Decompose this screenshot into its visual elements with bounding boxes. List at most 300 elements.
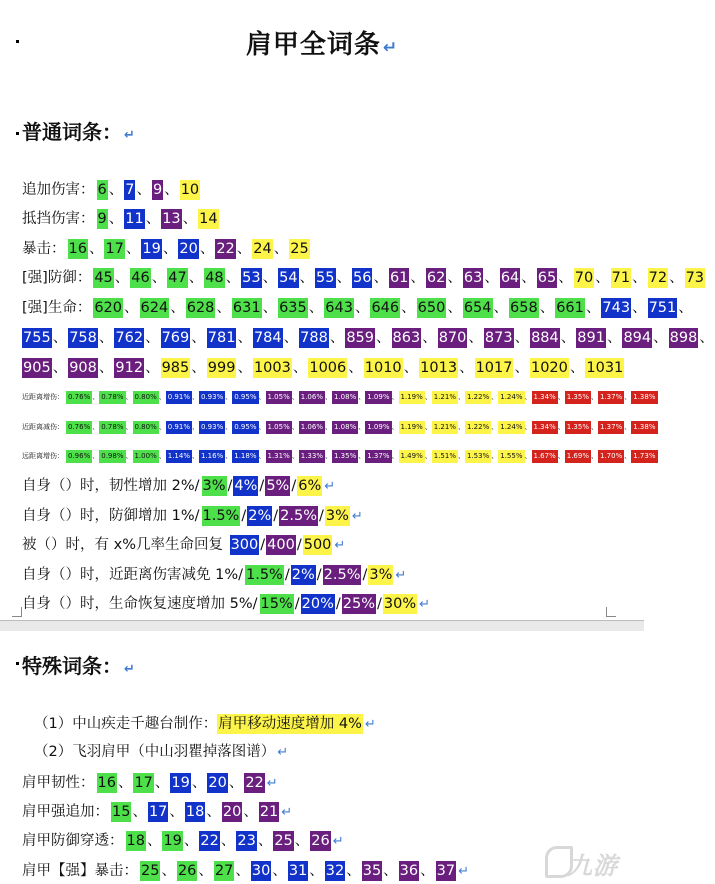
value-separator: 、 — [491, 393, 499, 401]
stat-value-chip: 20% — [301, 596, 334, 612]
stat-line — [22, 565, 406, 586]
value-separator: 、 — [325, 423, 332, 431]
stat-value-chip: 628 — [186, 300, 215, 316]
value-separator: / — [376, 596, 382, 612]
stat-value-chip: 0.91% — [166, 421, 192, 434]
stat-value-chip: 784 — [253, 330, 282, 346]
value-separator: 、 — [524, 452, 532, 460]
stat-value-chip: 1.31% — [266, 450, 292, 463]
value-separator: 、 — [391, 393, 399, 401]
stat-line — [22, 506, 363, 527]
value-separator: 、 — [192, 423, 199, 431]
value-separator: 、 — [558, 270, 573, 286]
stat-value-chip: 17 — [105, 241, 124, 257]
value-separator: 、 — [557, 393, 565, 401]
stat-value-chip: 1010 — [364, 360, 402, 376]
stat-value-chip: 25 — [290, 241, 309, 257]
value-separator: 、 — [699, 330, 714, 346]
stat-value-chip: 1.70% — [598, 450, 624, 463]
return-mark-icon: ↵ — [364, 717, 376, 732]
value-separator: 、 — [524, 393, 532, 401]
return-mark-icon: ↵ — [124, 662, 135, 677]
stat-value-chip: 300 — [230, 537, 259, 553]
stat-line — [22, 180, 200, 201]
value-separator: 、 — [557, 452, 565, 460]
page-break — [0, 620, 644, 631]
stat-value-chip: 72 — [648, 270, 668, 286]
stat-label: 自身（）时，近距离伤害减免 1%/ — [22, 567, 243, 583]
value-separator: 、 — [183, 833, 199, 849]
stat-value-chip: 1.38% — [631, 391, 657, 404]
stat-value-chip: 1.35% — [565, 421, 591, 434]
value-separator: 、 — [164, 182, 179, 198]
stat-label: 近距离增伤： — [22, 393, 64, 401]
value-separator: 、 — [325, 452, 332, 460]
value-separator: 、 — [225, 452, 233, 460]
return-mark-icon: ↵ — [124, 128, 135, 143]
stat-value-chip: 400 — [267, 537, 295, 553]
stat-value-chip: 1.73% — [631, 450, 657, 463]
stat-label: 肩甲防御穿透： — [22, 833, 124, 849]
stat-line — [22, 831, 344, 852]
value-separator: 、 — [309, 863, 324, 879]
value-separator: 、 — [383, 863, 398, 879]
stat-value-chip: 0.76% — [66, 421, 92, 434]
stat-value-chip: 15% — [260, 596, 293, 612]
stat-value-chip: 22 — [245, 775, 264, 791]
stat-value-chip: 25% — [342, 596, 375, 612]
value-separator: 、 — [308, 300, 324, 316]
value-separator: 、 — [401, 300, 416, 316]
value-separator: 、 — [151, 270, 167, 286]
value-separator: 、 — [591, 452, 598, 460]
stat-value-chip: 13 — [162, 211, 181, 227]
stat-value-chip: 1020 — [530, 360, 568, 376]
value-separator: 、 — [146, 833, 162, 849]
value-separator: 、 — [325, 393, 332, 401]
value-separator: / — [260, 537, 266, 553]
stat-value-chip: 23 — [237, 833, 256, 849]
stat-value-chip: 0.80% — [133, 391, 159, 404]
value-separator: 、 — [192, 452, 199, 460]
stat-value-chip: 755 — [23, 330, 51, 346]
special-section-heading: 特殊词条： ↵ — [22, 654, 135, 678]
stat-line — [22, 773, 278, 794]
stat-value-chip: 1.19% — [399, 391, 425, 404]
value-separator: 、 — [669, 270, 684, 286]
stat-value-chip: 1.55% — [498, 450, 524, 463]
stat-value-chip: 1.05% — [266, 391, 292, 404]
stat-value-chip: 1.08% — [332, 391, 358, 404]
value-separator: 、 — [653, 330, 668, 346]
value-separator: 、 — [125, 241, 141, 257]
stat-line — [22, 417, 658, 437]
stat-value-chip: 21 — [259, 804, 279, 820]
value-separator: 、 — [283, 330, 299, 346]
stat-value-chip: 1.35% — [332, 450, 358, 463]
value-separator: 、 — [225, 270, 241, 286]
stat-label: 暴击： — [22, 241, 66, 257]
value-separator: 、 — [410, 270, 425, 286]
value-separator: 、 — [468, 330, 483, 346]
stat-label: 自身（）时，韧性增加 2%/ — [22, 478, 200, 494]
stat-value-chip: 0.78% — [99, 391, 125, 404]
value-separator: 、 — [145, 330, 160, 346]
stat-value-chip: 985 — [161, 360, 190, 376]
value-separator: 、 — [257, 833, 273, 849]
return-mark-icon: ↵ — [334, 538, 346, 553]
value-separator: 、 — [161, 863, 176, 879]
stat-value-chip: 3% — [325, 508, 349, 524]
stat-value-chip: 1017 — [475, 360, 513, 376]
stat-value-chip: 0.95% — [232, 421, 258, 434]
stat-value-chip: 743 — [602, 300, 631, 316]
value-separator: 、 — [447, 270, 462, 286]
return-mark-icon: ↵ — [419, 597, 431, 612]
stat-value-chip: 1.5% — [246, 567, 283, 583]
value-separator: / — [318, 508, 324, 524]
stat-value-chip: 63 — [463, 270, 483, 286]
value-separator: 、 — [92, 393, 100, 401]
value-separator: 、 — [88, 241, 104, 257]
return-mark-icon: ↵ — [266, 776, 278, 791]
value-separator: 、 — [235, 863, 250, 879]
value-separator: 、 — [170, 300, 185, 316]
stat-value-chip: 0.91% — [166, 391, 192, 404]
value-separator: 、 — [220, 833, 236, 849]
value-separator: 、 — [491, 423, 499, 431]
stat-value-chip: 661 — [556, 300, 584, 316]
stat-value-chip: 14 — [199, 211, 218, 227]
value-separator: 、 — [258, 452, 266, 460]
stat-value-chip: 1.51% — [432, 450, 458, 463]
stat-value-chip: 6% — [298, 478, 322, 494]
stat-value-chip: 55 — [316, 270, 335, 286]
stat-value-chip: 0.80% — [133, 421, 159, 434]
value-separator: 、 — [493, 300, 509, 316]
stat-line — [22, 535, 345, 556]
value-separator: 、 — [199, 241, 215, 257]
value-separator: 、 — [539, 300, 555, 316]
value-separator: 、 — [191, 775, 207, 791]
stat-value-chip: 9 — [152, 182, 163, 198]
stat-value-chip: 26 — [311, 833, 330, 849]
stat-label: 近距离减伤： — [22, 423, 64, 431]
stat-value-chip: 6 — [97, 182, 107, 198]
stat-value-chip: 891 — [577, 330, 605, 346]
return-mark-icon: ↵ — [351, 509, 363, 524]
stat-value-chip: 54 — [279, 270, 298, 286]
value-separator: / — [241, 508, 247, 524]
stat-value-chip: 0.93% — [199, 391, 225, 404]
stat-value-chip: 658 — [510, 300, 538, 316]
value-separator: 、 — [136, 182, 151, 198]
value-separator: 、 — [514, 360, 529, 376]
value-separator: 、 — [521, 270, 536, 286]
value-separator: 、 — [346, 863, 361, 879]
value-separator: 、 — [114, 270, 130, 286]
value-separator: / — [316, 567, 322, 583]
special-item-1-value: 肩甲移动速度增加 4% — [218, 716, 362, 732]
value-separator: 、 — [225, 393, 233, 401]
value-separator: 、 — [606, 330, 622, 346]
page-corner-mark — [606, 607, 607, 617]
stat-label: 肩甲【强】暴击： — [22, 863, 138, 879]
value-separator: 、 — [591, 393, 598, 401]
stat-value-chip: 10 — [180, 182, 200, 198]
stat-value-chip: 19 — [171, 775, 190, 791]
value-separator: 、 — [225, 423, 233, 431]
value-separator: 、 — [585, 300, 601, 316]
value-separator: 、 — [132, 804, 147, 820]
stat-value-chip: 1.09% — [365, 391, 391, 404]
stat-line — [22, 387, 658, 407]
value-separator: 、 — [591, 423, 598, 431]
value-separator: / — [273, 508, 279, 524]
stat-value-chip: 1003 — [253, 360, 291, 376]
stat-value-chip: 1.06% — [299, 391, 325, 404]
stat-label: 被（）时，有 x%几率生命回复 — [22, 537, 228, 553]
stat-value-chip: 35 — [362, 863, 382, 879]
stat-value-chip: 1.37% — [598, 391, 624, 404]
value-separator: 、 — [624, 393, 632, 401]
stat-value-chip: 908 — [69, 360, 97, 376]
value-separator: 、 — [158, 423, 166, 431]
value-separator: 、 — [198, 863, 213, 879]
normal-section-heading: 普通词条： ↵ — [22, 120, 135, 144]
stat-value-chip: 1.09% — [365, 421, 391, 434]
stat-value-chip: 18 — [126, 833, 145, 849]
stat-value-chip: 17 — [134, 775, 153, 791]
value-separator: 、 — [391, 423, 399, 431]
return-mark-icon: ↵ — [395, 568, 407, 583]
stat-value-chip: 894 — [623, 330, 652, 346]
stat-value-chip: 1.35% — [565, 391, 591, 404]
stat-value-chip: 3% — [369, 567, 393, 583]
value-separator: 、 — [292, 360, 308, 376]
stat-value-chip: 788 — [300, 330, 328, 346]
value-separator: 、 — [92, 423, 100, 431]
stat-value-chip: 650 — [417, 300, 446, 316]
stat-value-chip: 1.21% — [432, 421, 458, 434]
stat-value-chip: 1.24% — [498, 391, 524, 404]
value-separator: 、 — [191, 330, 206, 346]
special-item-2: （2）飞羽肩甲（中山羽瞿掉落图谱） ↵ — [34, 744, 289, 760]
value-separator: 、 — [262, 300, 278, 316]
value-separator: 、 — [272, 863, 287, 879]
stat-value-chip: 20 — [208, 775, 227, 791]
stat-label: [强]生命： — [22, 300, 92, 316]
stat-value-chip: 1.05% — [266, 421, 292, 434]
value-separator: 、 — [182, 211, 198, 227]
stat-value-chip: 53 — [242, 270, 261, 286]
stat-label: 肩甲强追加： — [22, 804, 109, 820]
stat-value-chip: 22 — [216, 241, 235, 257]
stat-line — [22, 476, 335, 497]
value-separator: 、 — [154, 775, 170, 791]
value-separator: / — [284, 567, 290, 583]
stat-value-chip: 0.93% — [199, 421, 225, 434]
value-separator: 、 — [391, 452, 399, 460]
stat-label: [强]防御： — [22, 270, 92, 286]
stat-value-chip: 762 — [115, 330, 144, 346]
value-separator: 、 — [108, 182, 124, 198]
stat-value-chip: 1.08% — [332, 421, 358, 434]
stat-value-chip: 73 — [685, 270, 705, 286]
value-separator: 、 — [258, 393, 266, 401]
stat-value-chip: 2.5% — [323, 567, 361, 583]
stat-value-chip: 912 — [115, 360, 144, 376]
stat-value-chip: 45 — [94, 270, 113, 286]
stat-value-chip: 769 — [161, 330, 190, 346]
value-separator: 、 — [358, 423, 366, 431]
stat-value-chip: 1.5% — [202, 508, 240, 524]
page-corner-mark — [606, 616, 616, 617]
stat-line — [22, 446, 658, 466]
stat-value-chip: 1013 — [420, 360, 458, 376]
stat-value-chip: 500 — [303, 537, 332, 553]
stat-line — [22, 802, 292, 823]
value-separator: 、 — [458, 423, 465, 431]
stat-label: 自身（）时，生命恢复速度增加 5%/ — [22, 596, 258, 612]
stat-value-chip: 654 — [463, 300, 492, 316]
stat-value-chip: 46 — [131, 270, 150, 286]
return-mark-icon: ↵ — [281, 805, 293, 820]
value-separator: 、 — [273, 241, 289, 257]
value-separator: 、 — [348, 360, 363, 376]
stat-value-chip: 2% — [248, 508, 272, 524]
stat-value-chip: 31 — [288, 863, 308, 879]
stat-value-chip: 624 — [140, 300, 169, 316]
value-separator: 、 — [459, 360, 474, 376]
value-separator: 、 — [206, 804, 221, 820]
value-separator: 、 — [216, 300, 231, 316]
stat-value-chip: 15 — [112, 804, 131, 820]
stat-value-chip: 25 — [141, 863, 160, 879]
stat-value-chip: 1031 — [586, 360, 624, 376]
stat-value-chip: 26 — [177, 863, 197, 879]
value-separator: 、 — [169, 804, 184, 820]
stat-value-chip: 24 — [253, 241, 272, 257]
stat-value-chip: 863 — [392, 330, 421, 346]
stat-value-chip: 61 — [389, 270, 409, 286]
stat-value-chip: 0.78% — [99, 421, 125, 434]
value-separator: / — [335, 596, 341, 612]
value-separator: 、 — [447, 300, 462, 316]
return-mark-icon: ↵ — [382, 38, 399, 58]
value-separator: 、 — [373, 270, 388, 286]
value-separator: / — [259, 478, 265, 494]
value-separator: 、 — [125, 393, 133, 401]
stat-line — [22, 358, 624, 379]
value-separator: 、 — [192, 393, 199, 401]
stat-value-chip: 905 — [23, 360, 51, 376]
stat-line — [22, 268, 705, 289]
special-item-1: （1）中山疾走千趣台制作：肩甲移动速度增加 4% ↵ — [34, 716, 376, 732]
stat-label: 远距离增伤： — [22, 452, 64, 460]
value-separator: 、 — [358, 452, 366, 460]
stat-value-chip: 1.38% — [631, 421, 657, 434]
stat-value-chip: 4% — [234, 478, 258, 494]
value-separator: 、 — [243, 804, 258, 820]
stat-value-chip: 1.00% — [133, 450, 159, 463]
stat-value-chip: 56 — [353, 270, 372, 286]
stat-value-chip: 781 — [207, 330, 236, 346]
stat-value-chip: 646 — [371, 300, 400, 316]
stat-value-chip: 1.33% — [299, 450, 325, 463]
stat-label: 追加伤害： — [22, 182, 95, 198]
watermark: 九游 — [568, 852, 618, 880]
stat-value-chip: 17 — [148, 804, 168, 820]
stat-value-chip: 999 — [207, 360, 236, 376]
value-separator: 、 — [228, 775, 244, 791]
return-mark-icon: ↵ — [277, 745, 289, 760]
value-separator: 、 — [329, 330, 345, 346]
stat-value-chip: 48 — [205, 270, 224, 286]
value-separator: 、 — [458, 452, 465, 460]
stat-value-chip: 1.24% — [498, 421, 524, 434]
stat-line — [22, 328, 715, 349]
stat-label: 抵挡伤害： — [22, 211, 95, 227]
stat-value-chip: 1.16% — [199, 450, 225, 463]
stat-value-chip: 70 — [574, 270, 594, 286]
stat-value-chip: 16 — [97, 775, 116, 791]
stat-value-chip: 2.5% — [280, 508, 317, 524]
stat-value-chip: 1.21% — [432, 391, 458, 404]
stat-value-chip: 873 — [484, 330, 513, 346]
value-separator: 、 — [557, 423, 565, 431]
stat-value-chip: 65 — [537, 270, 557, 286]
stat-value-chip: 0.95% — [232, 391, 258, 404]
stat-value-chip: 9 — [97, 211, 107, 227]
value-separator: 、 — [424, 393, 432, 401]
value-separator: 、 — [424, 423, 432, 431]
value-separator: 、 — [569, 360, 585, 376]
stat-value-chip: 1.67% — [532, 450, 558, 463]
stat-value-chip: 1.22% — [465, 421, 491, 434]
stat-value-chip: 1.53% — [465, 450, 491, 463]
stat-line — [22, 209, 219, 230]
value-separator: 、 — [624, 452, 632, 460]
value-separator: 、 — [336, 270, 351, 286]
value-separator: 、 — [632, 270, 647, 286]
stat-value-chip: 32 — [325, 863, 345, 879]
stat-label: 自身（）时，防御增加 1%/ — [22, 508, 200, 524]
stat-value-chip: 11 — [125, 211, 144, 227]
stat-label: 肩甲韧性： — [22, 775, 95, 791]
value-separator: 、 — [484, 270, 499, 286]
value-separator: 、 — [358, 393, 366, 401]
value-separator: 、 — [424, 452, 432, 460]
value-separator: 、 — [514, 330, 530, 346]
value-separator: 、 — [632, 300, 647, 316]
stat-value-chip: 631 — [232, 300, 261, 316]
value-separator: / — [296, 537, 302, 553]
stat-value-chip: 1.14% — [166, 450, 192, 463]
value-separator: 、 — [145, 360, 160, 376]
value-separator: / — [362, 567, 368, 583]
value-separator: 、 — [125, 452, 133, 460]
value-separator: 、 — [299, 270, 315, 286]
return-mark-icon: ↵ — [324, 479, 336, 494]
stat-value-chip: 20 — [179, 241, 198, 257]
stat-value-chip: 18 — [185, 804, 205, 820]
value-separator: 、 — [92, 452, 100, 460]
value-separator: 、 — [258, 423, 266, 431]
value-separator: 、 — [191, 360, 206, 376]
return-mark-icon: ↵ — [458, 864, 469, 879]
value-separator: 、 — [237, 330, 252, 346]
